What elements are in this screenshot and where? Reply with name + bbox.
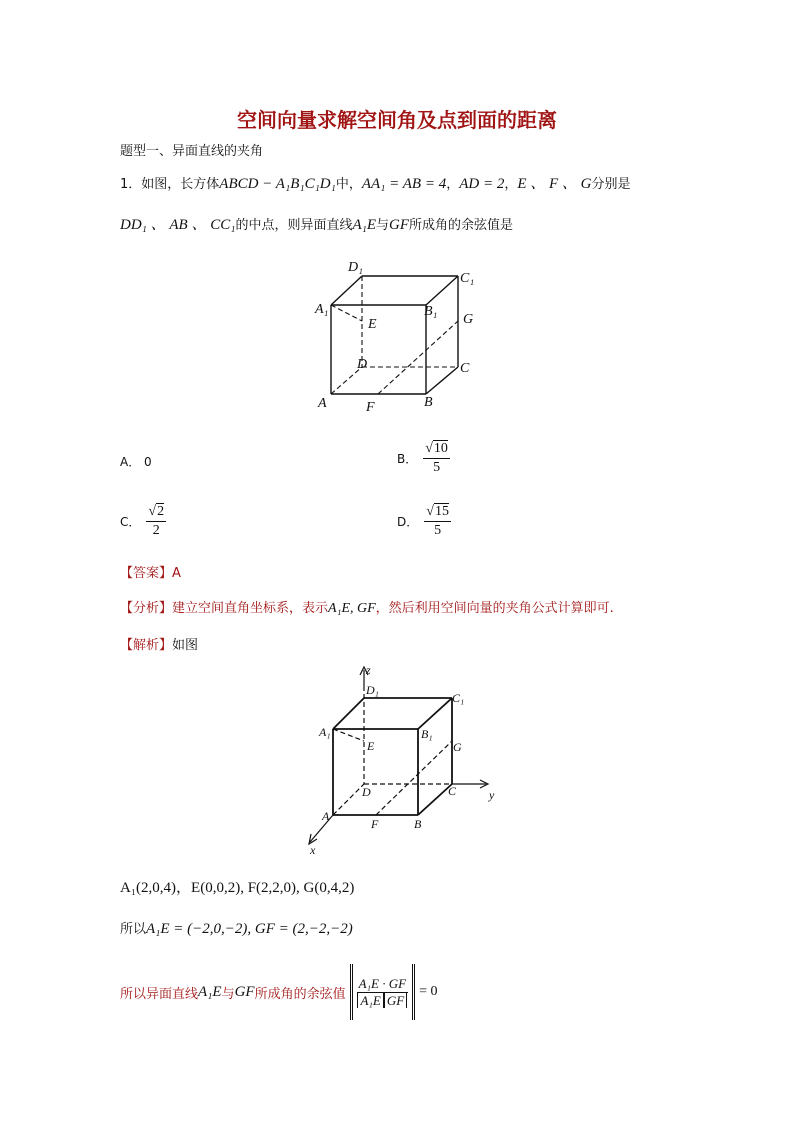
label-C: C [448,784,457,798]
option-c[interactable] [120,503,166,540]
formula-result: = 0 [419,984,438,999]
axis-label-z: z [366,663,371,677]
problem-number: 1． [120,177,142,192]
cuboid-figure [300,255,490,415]
analysis-tag: 【分析】 [120,601,173,616]
conclusion-line [120,962,437,1022]
page-title: 空间向量求解空间角及点到面的距离 [237,108,557,132]
coordinate-cuboid-figure [300,662,510,858]
label-F: F [371,817,379,831]
analysis-text: ，然后利用空间向量的夹角公式计算即可. [375,601,614,616]
solution-text: 如图 [172,638,199,653]
vectors-values: A₁E = (−2,0,−2), GF = (2,−2,−2) [146,921,353,937]
option-c-label: C． [120,515,141,529]
points: E 、 F 、 G [517,176,592,192]
formula-numerator: A₁E · GF [358,975,407,991]
problem-text: 与 [376,218,390,233]
solution-tag: 【解析】 [120,638,173,653]
formula-denominator-b: GF [384,993,407,1008]
coordinates-line: A₁(2,0,4)，E(0,0,2), F(2,2,0), G(0,4,2) [120,880,355,896]
option-d-numerator: 15 [434,504,449,519]
option-d-denominator: 5 [434,523,442,538]
option-b-fraction: $\frac{√10}{5}$ [425,441,448,475]
label-D: D [362,785,371,799]
label-A1: A₁ [319,725,331,739]
option-d-fraction: $\frac{√15}{5}$ [426,504,449,538]
problem-text: 的中点，则异面直线 [235,218,353,233]
problem-line-2 [120,213,513,234]
label-C1: C₁ [460,271,475,286]
axis-label-x: x [310,843,316,857]
solution-line [120,634,198,653]
label-B1: B₁ [421,727,433,741]
option-a[interactable] [120,453,152,470]
option-b[interactable] [397,440,450,477]
segments: DD₁ 、 AB 、 CC₁ [120,217,236,233]
label-G: G [453,740,462,754]
label-D1: D₁ [348,260,363,275]
analysis-vectors: A₁E, GF [328,601,376,616]
label-B: B [414,817,422,831]
option-c-denominator: 2 [152,523,160,538]
label-F: F [366,400,375,415]
option-d[interactable] [397,503,451,540]
option-a-label: A． [120,455,141,469]
analysis-text: 建立空间直角坐标系，表示 [172,601,329,616]
section-heading: 题型一、异面直线的夹角 [120,144,264,159]
problem-text: 所成角的余弦值是 [409,218,514,233]
option-c-fraction: $\frac{√2}{2}$ [148,504,165,538]
label-C: C [460,361,470,376]
label-G: G [463,312,474,327]
answer-tag: 【答案】 [120,566,173,581]
label-A: A [322,809,330,823]
option-b-numerator: 10 [433,441,448,456]
option-b-denominator: 5 [433,460,441,475]
line-name: GF [389,217,410,233]
formula-denominator-a: A₁E [357,993,383,1008]
solid-name: ABCD − A₁B₁C₁D₁ [219,176,336,192]
line-name: A₁E [352,217,376,233]
line-name: A₁E [198,983,222,1000]
option-b-label: B． [397,452,418,466]
conclusion-text: 与 [221,986,235,1002]
cosine-formula [350,964,415,1020]
vectors-prefix: 所以 [120,922,147,937]
answer-value: A [172,566,181,581]
label-E: E [367,739,375,753]
problem-text: 分别是 [591,177,631,192]
answer-line [120,562,181,581]
conclusion-text: 所成角的余弦值 [254,986,346,1002]
vectors-line [120,918,353,938]
equation: AD = 2 [459,176,505,192]
conclusion-text: 所以异面直线 [120,986,199,1002]
option-d-label: D． [397,515,419,529]
option-c-numerator: 2 [157,504,165,519]
label-D: D [357,357,368,372]
label-D1: D₁ [366,683,379,697]
problem-line-1 [120,172,631,193]
equation: AA₁ = AB = 4 [361,176,447,192]
punctuation: ， [446,177,460,192]
problem-text: 中， [335,177,362,192]
problem-text: 如图，长方体 [141,177,220,192]
label-E: E [368,317,377,332]
analysis-line [120,597,614,617]
label-C1: C₁ [452,691,465,705]
label-B1: B₁ [424,304,438,319]
label-B: B [424,395,433,410]
label-A: A [318,396,327,411]
punctuation: ， [504,177,518,192]
line-name: GF [234,983,255,1000]
axis-label-y: y [489,788,495,802]
option-a-value: 0 [144,455,152,469]
label-A1: A₁ [315,302,329,317]
